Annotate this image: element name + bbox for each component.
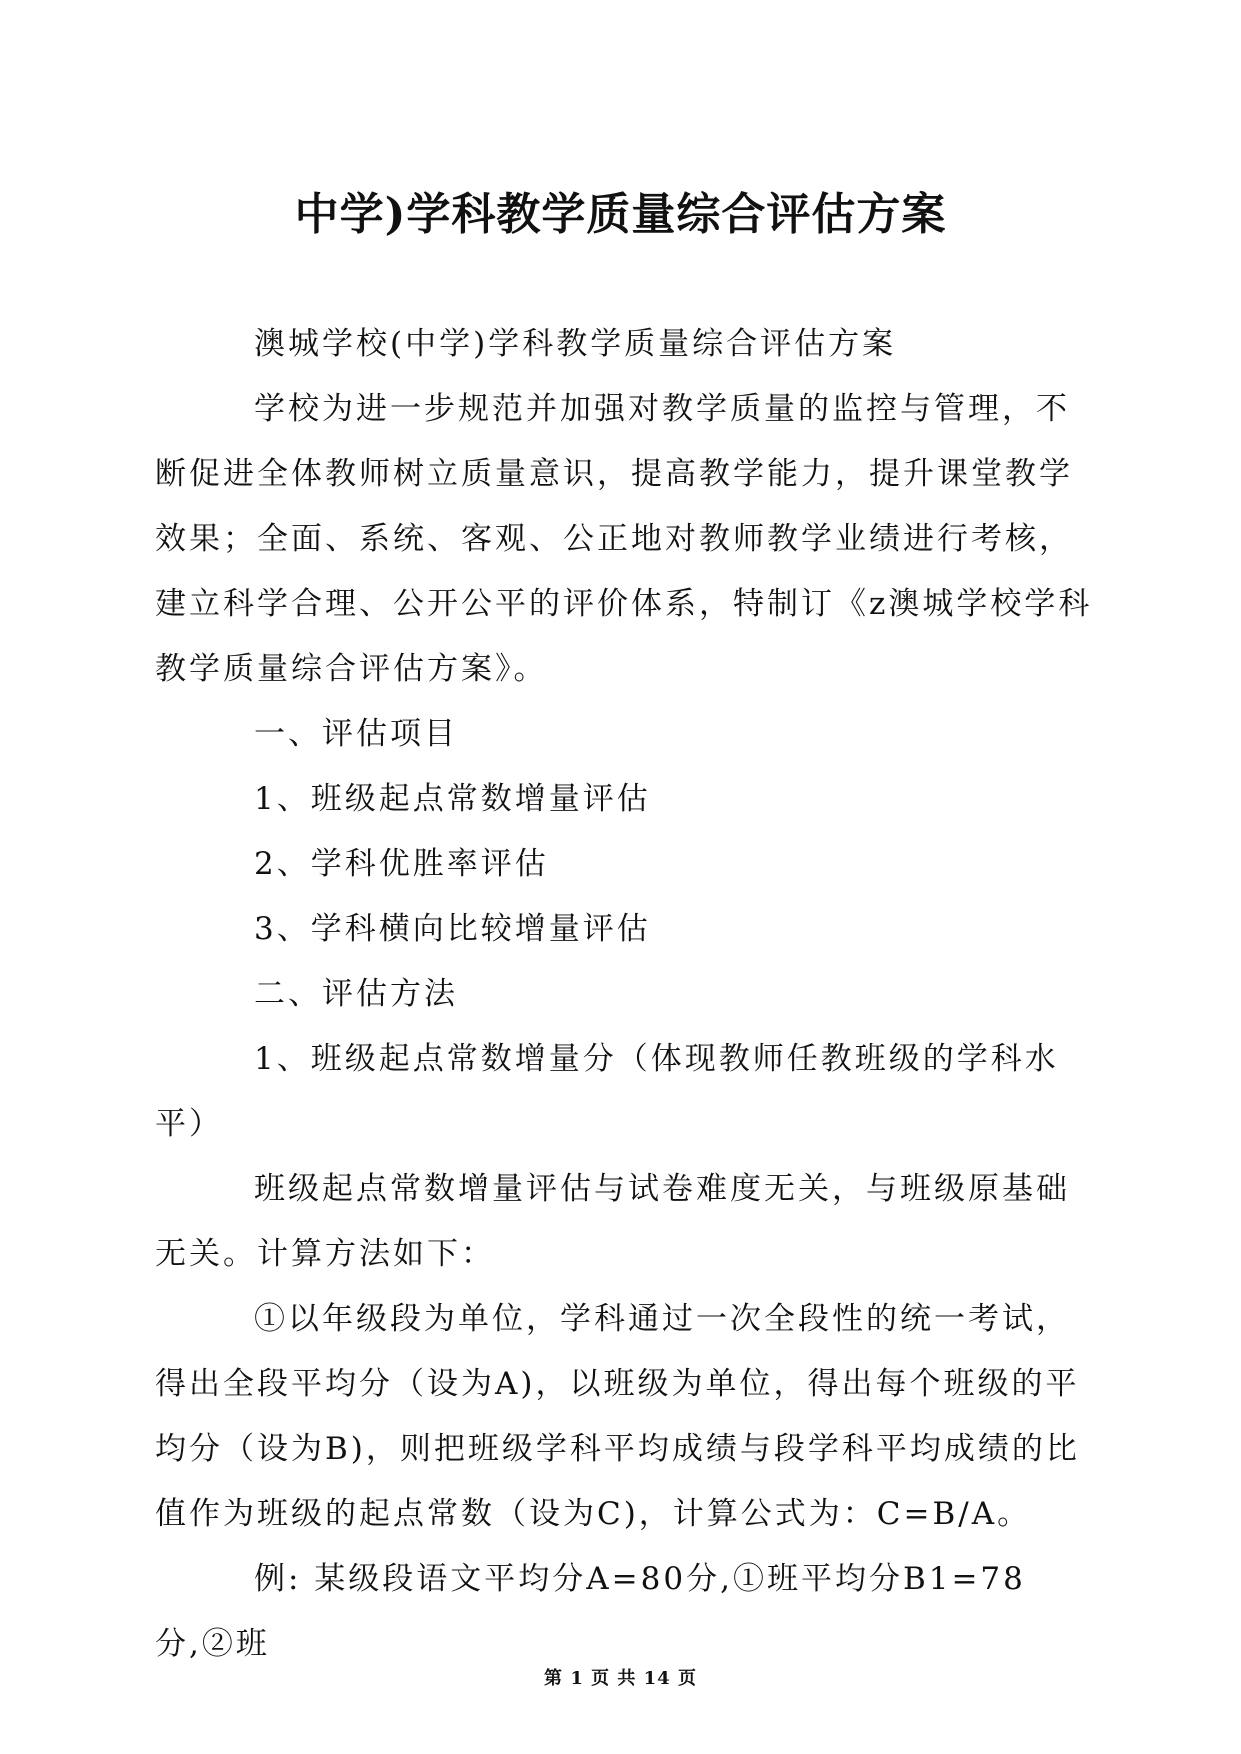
paragraph-formula: ①以年级段为单位，学科通过一次全段性的统一考试，得出全段平均分（设为A)，以班级为单位，得出每个班级的平均分（设为B)，则把班级学科平均成绩与段学科平均成绩的比值作为班级的起点常数（设为C)，计算公式为：C=B/A。 [155, 1301, 1080, 1532]
paragraph-school-title: 澳城学校(中学)学科教学质量综合评估方案 [254, 326, 897, 362]
paragraph: 班级起点常数增量评估与试卷难度无关，与班级原基础无关。计算方法如下： [155, 1171, 1070, 1272]
document-body [155, 312, 1095, 1677]
section-heading-methods: 二、评估方法 [254, 976, 458, 1012]
document-title: 中学)学科教学质量综合评估方案 [294, 189, 947, 240]
page-number-footer: 第 1 页 共 14 页 [544, 1668, 697, 1689]
subsection-heading: 1、班级起点常数增量分（体现教师任教班级的学科水平） [155, 1041, 1059, 1142]
paragraph-intro: 学校为进一步规范并加强对教学质量的监控与管理，不断促进全体教师树立质量意识，提高教学能力，提升课堂教学效果；全面、系统、客观、公正地对教师教学业绩进行考核，建立科学合理、公开公平的评价体系，特制订《z澳城学校学科教学质量综合评估方案》。 [155, 391, 1093, 687]
paragraph-example: 例: 某级段语文平均分A=80分,①班平均分B1=78分,②班 [155, 1561, 1026, 1662]
list-item: 1、班级起点常数增量评估 [254, 781, 651, 817]
list-item: 3、学科横向比较增量评估 [254, 911, 651, 947]
section-heading-items: 一、评估项目 [254, 716, 458, 752]
list-item: 2、学科优胜率评估 [254, 846, 549, 882]
